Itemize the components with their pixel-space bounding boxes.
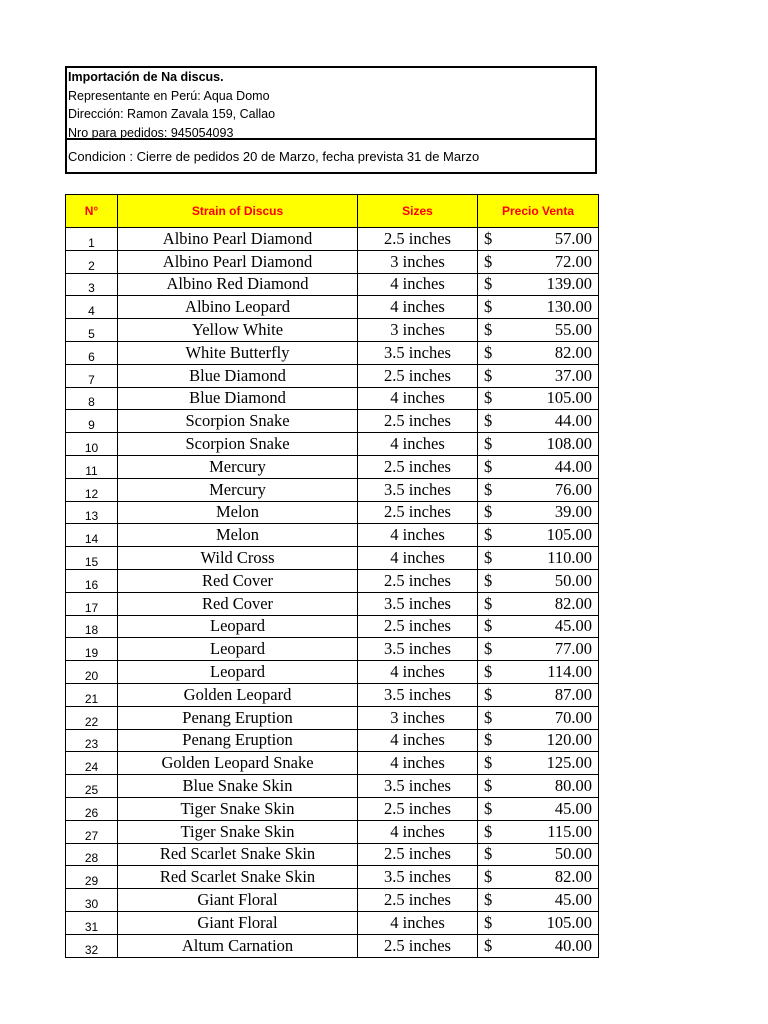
table-row	[66, 387, 599, 410]
price-amount: 50.00	[554, 844, 592, 864]
price-amount: 82.00	[554, 867, 592, 887]
table-row	[66, 455, 599, 478]
price-amount: 139.00	[546, 274, 592, 294]
table-row	[66, 364, 599, 387]
row-number: 1	[66, 228, 118, 251]
row-number: 13	[66, 501, 118, 524]
currency-symbol: $	[484, 548, 493, 568]
fish-size: 2.5 inches	[358, 410, 478, 433]
row-number: 23	[66, 729, 118, 752]
fish-size: 2.5 inches	[358, 228, 478, 251]
table-row	[66, 889, 599, 912]
table-row	[66, 341, 599, 364]
currency-symbol: $	[484, 798, 493, 818]
currency-symbol: $	[484, 502, 493, 522]
table-row	[66, 820, 599, 843]
fish-size: 4 inches	[358, 433, 478, 456]
currency-symbol: $	[484, 662, 493, 682]
price-amount: 105.00	[546, 388, 592, 408]
fish-size: 2.5 inches	[358, 501, 478, 524]
price-amount: 80.00	[554, 776, 592, 796]
sale-price	[478, 478, 599, 501]
table-row	[66, 547, 599, 570]
fish-size: 2.5 inches	[358, 455, 478, 478]
table-row	[66, 524, 599, 547]
currency-symbol: $	[484, 867, 493, 887]
currency-symbol: $	[484, 456, 493, 476]
sale-price	[478, 524, 599, 547]
strain-name: Penang Eruption	[118, 706, 358, 729]
fish-size: 4 inches	[358, 820, 478, 843]
currency-symbol: $	[484, 776, 493, 796]
sale-price	[478, 364, 599, 387]
price-amount: 55.00	[554, 320, 592, 340]
price-amount: 114.00	[547, 662, 592, 682]
sale-price	[478, 889, 599, 912]
price-amount: 45.00	[554, 890, 592, 909]
fish-size: 3.5 inches	[358, 683, 478, 706]
strain-name: Albino Pearl Diamond	[118, 250, 358, 273]
table-row	[66, 775, 599, 798]
strain-name: Blue Diamond	[118, 387, 358, 410]
currency-symbol: $	[484, 365, 493, 385]
currency-symbol: $	[484, 434, 493, 454]
strain-name: Mercury	[118, 478, 358, 501]
sale-price	[478, 866, 599, 889]
strain-name: Mercury	[118, 455, 358, 478]
sale-price	[478, 296, 599, 319]
fish-size: 2.5 inches	[358, 569, 478, 592]
sale-price	[478, 638, 599, 661]
row-number: 32	[66, 934, 118, 957]
strain-name: Albino Leopard	[118, 296, 358, 319]
currency-symbol: $	[484, 388, 493, 408]
row-number: 12	[66, 478, 118, 501]
table-row	[66, 752, 599, 775]
sale-price	[478, 911, 599, 934]
table-row	[66, 501, 599, 524]
table-row	[66, 866, 599, 889]
fish-size: 4 inches	[358, 661, 478, 684]
strain-name: Wild Cross	[118, 547, 358, 570]
row-number: 26	[66, 797, 118, 820]
sale-price	[478, 455, 599, 478]
table-row	[66, 638, 599, 661]
strain-name: Giant Floral	[118, 889, 358, 912]
sale-price	[478, 615, 599, 638]
currency-symbol: $	[484, 753, 493, 773]
table-row	[66, 729, 599, 752]
price-amount: 77.00	[554, 639, 592, 659]
currency-symbol: $	[484, 821, 493, 841]
supplier-info-box	[65, 66, 597, 174]
currency-symbol: $	[484, 639, 493, 659]
price-amount: 115.00	[547, 821, 592, 841]
row-number: 19	[66, 638, 118, 661]
sale-price	[478, 934, 599, 957]
row-number: 10	[66, 433, 118, 456]
table-row	[66, 569, 599, 592]
strain-name: Blue Diamond	[118, 364, 358, 387]
currency-symbol: $	[484, 912, 493, 932]
price-amount: 82.00	[554, 342, 592, 362]
row-number: 22	[66, 706, 118, 729]
column-header-price: Precio Venta	[478, 195, 599, 228]
table-row	[66, 683, 599, 706]
row-number: 14	[66, 524, 118, 547]
row-number: 20	[66, 661, 118, 684]
order-condition: Condicion : Cierre de pedidos 20 de Marzo, fecha prevista 31 de Marzo	[68, 149, 480, 164]
sale-price	[478, 433, 599, 456]
fish-size: 4 inches	[358, 911, 478, 934]
currency-symbol: $	[484, 525, 493, 545]
row-number: 15	[66, 547, 118, 570]
currency-symbol: $	[484, 274, 493, 294]
currency-symbol: $	[484, 251, 493, 271]
sale-price	[478, 387, 599, 410]
table-row	[66, 843, 599, 866]
currency-symbol: $	[484, 890, 493, 909]
fish-size: 4 inches	[358, 752, 478, 775]
price-amount: 87.00	[554, 684, 592, 704]
fish-size: 2.5 inches	[358, 843, 478, 866]
currency-symbol: $	[484, 297, 493, 317]
fish-size: 3.5 inches	[358, 638, 478, 661]
price-amount: 44.00	[554, 411, 592, 431]
fish-size: 3.5 inches	[358, 775, 478, 798]
row-number: 4	[66, 296, 118, 319]
strain-name: Leopard	[118, 615, 358, 638]
sale-price	[478, 319, 599, 342]
table-row	[66, 319, 599, 342]
strain-name: Red Cover	[118, 592, 358, 615]
currency-symbol: $	[484, 342, 493, 362]
sale-price	[478, 569, 599, 592]
currency-symbol: $	[484, 228, 493, 248]
row-number: 30	[66, 889, 118, 912]
fish-size: 3.5 inches	[358, 592, 478, 615]
fish-size: 3 inches	[358, 250, 478, 273]
strain-name: Scorpion Snake	[118, 433, 358, 456]
price-amount: 110.00	[547, 548, 592, 568]
row-number: 31	[66, 911, 118, 934]
currency-symbol: $	[484, 684, 493, 704]
price-amount: 45.00	[554, 798, 592, 818]
strain-name: Blue Snake Skin	[118, 775, 358, 798]
price-amount: 108.00	[546, 434, 592, 454]
price-amount: 125.00	[546, 753, 592, 773]
currency-symbol: $	[484, 320, 493, 340]
strain-name: Red Scarlet Snake Skin	[118, 843, 358, 866]
row-number: 6	[66, 341, 118, 364]
price-amount: 39.00	[554, 502, 592, 522]
fish-size: 4 inches	[358, 387, 478, 410]
currency-symbol: $	[484, 935, 493, 955]
currency-symbol: $	[484, 707, 493, 727]
table-row	[66, 797, 599, 820]
strain-name: Scorpion Snake	[118, 410, 358, 433]
table-row	[66, 228, 599, 251]
price-amount: 50.00	[554, 570, 592, 590]
fish-size: 3 inches	[358, 706, 478, 729]
strain-name: Leopard	[118, 661, 358, 684]
sale-price	[478, 250, 599, 273]
price-table-body	[66, 228, 599, 958]
table-row	[66, 706, 599, 729]
currency-symbol: $	[484, 730, 493, 750]
currency-symbol: $	[484, 593, 493, 613]
column-header-strain: Strain of Discus	[118, 195, 358, 228]
price-amount: 40.00	[554, 935, 592, 955]
representative-line: Representante en Perú: Aqua Domo	[68, 88, 270, 103]
price-amount: 130.00	[546, 297, 592, 317]
sale-price	[478, 706, 599, 729]
row-number: 24	[66, 752, 118, 775]
fish-size: 3.5 inches	[358, 866, 478, 889]
fish-size: 4 inches	[358, 273, 478, 296]
strain-name: Melon	[118, 524, 358, 547]
table-row	[66, 615, 599, 638]
price-amount: 105.00	[546, 525, 592, 545]
strain-name: Yellow White	[118, 319, 358, 342]
fish-size: 2.5 inches	[358, 364, 478, 387]
strain-name: Melon	[118, 501, 358, 524]
price-amount: 76.00	[554, 479, 592, 499]
strain-name: Tiger Snake Skin	[118, 820, 358, 843]
address-line: Dirección: Ramon Zavala 159, Callao	[68, 107, 276, 121]
row-number: 3	[66, 273, 118, 296]
fish-size: 2.5 inches	[358, 889, 478, 912]
strain-name: Tiger Snake Skin	[118, 797, 358, 820]
row-number: 8	[66, 387, 118, 410]
sale-price	[478, 273, 599, 296]
sale-price	[478, 410, 599, 433]
column-header-number: N°	[66, 195, 118, 228]
currency-symbol: $	[484, 411, 493, 431]
row-number: 5	[66, 319, 118, 342]
table-row	[66, 934, 599, 957]
table-row	[66, 296, 599, 319]
row-number: 28	[66, 843, 118, 866]
sale-price	[478, 501, 599, 524]
sale-price	[478, 547, 599, 570]
table-row	[66, 661, 599, 684]
supplier-details	[67, 68, 595, 140]
strain-name: White Butterfly	[118, 341, 358, 364]
row-number: 11	[66, 455, 118, 478]
table-row	[66, 273, 599, 296]
column-header-size: Sizes	[358, 195, 478, 228]
currency-symbol: $	[484, 616, 493, 636]
strain-name: Red Scarlet Snake Skin	[118, 866, 358, 889]
fish-size: 3.5 inches	[358, 341, 478, 364]
sale-price	[478, 661, 599, 684]
fish-size: 3.5 inches	[358, 478, 478, 501]
fish-size: 4 inches	[358, 729, 478, 752]
fish-size: 2.5 inches	[358, 934, 478, 957]
strain-name: Golden Leopard	[118, 683, 358, 706]
strain-name: Red Cover	[118, 569, 358, 592]
price-amount: 45.00	[554, 616, 592, 636]
fish-size: 4 inches	[358, 547, 478, 570]
strain-name: Albino Red Diamond	[118, 273, 358, 296]
strain-name: Albino Pearl Diamond	[118, 228, 358, 251]
price-amount: 57.00	[554, 228, 592, 248]
row-number: 18	[66, 615, 118, 638]
sale-price	[478, 775, 599, 798]
order-phone-line: Nro para pedidos: 945054093	[68, 125, 234, 140]
row-number: 25	[66, 775, 118, 798]
fish-size: 3 inches	[358, 319, 478, 342]
price-amount: 120.00	[546, 730, 592, 750]
currency-symbol: $	[484, 844, 493, 864]
strain-name: Golden Leopard Snake	[118, 752, 358, 775]
price-amount: 82.00	[554, 593, 592, 613]
price-amount: 105.00	[546, 912, 592, 932]
import-title: Importación de Na discus.	[68, 70, 224, 84]
strain-name: Giant Floral	[118, 911, 358, 934]
price-amount: 37.00	[554, 365, 592, 385]
price-amount: 72.00	[554, 251, 592, 271]
row-number: 16	[66, 569, 118, 592]
fish-size: 4 inches	[358, 296, 478, 319]
sale-price	[478, 729, 599, 752]
row-number: 21	[66, 683, 118, 706]
sale-price	[478, 797, 599, 820]
fish-size: 4 inches	[358, 524, 478, 547]
row-number: 7	[66, 364, 118, 387]
table-row	[66, 478, 599, 501]
strain-name: Altum Carnation	[118, 934, 358, 957]
table-row	[66, 592, 599, 615]
row-number: 17	[66, 592, 118, 615]
row-number: 27	[66, 820, 118, 843]
price-amount: 70.00	[554, 707, 592, 727]
row-number: 9	[66, 410, 118, 433]
sale-price	[478, 820, 599, 843]
currency-symbol: $	[484, 570, 493, 590]
table-row	[66, 250, 599, 273]
strain-name: Penang Eruption	[118, 729, 358, 752]
table-header-row	[66, 195, 599, 228]
sale-price	[478, 592, 599, 615]
sale-price	[478, 683, 599, 706]
price-amount: 44.00	[554, 456, 592, 476]
row-number: 2	[66, 250, 118, 273]
sale-price	[478, 752, 599, 775]
fish-size: 2.5 inches	[358, 797, 478, 820]
table-row	[66, 410, 599, 433]
fish-size: 2.5 inches	[358, 615, 478, 638]
sale-price	[478, 843, 599, 866]
currency-symbol: $	[484, 479, 493, 499]
table-row	[66, 911, 599, 934]
sale-price	[478, 341, 599, 364]
price-table	[65, 194, 599, 958]
strain-name: Leopard	[118, 638, 358, 661]
row-number: 29	[66, 866, 118, 889]
table-row	[66, 433, 599, 456]
sale-price	[478, 228, 599, 251]
